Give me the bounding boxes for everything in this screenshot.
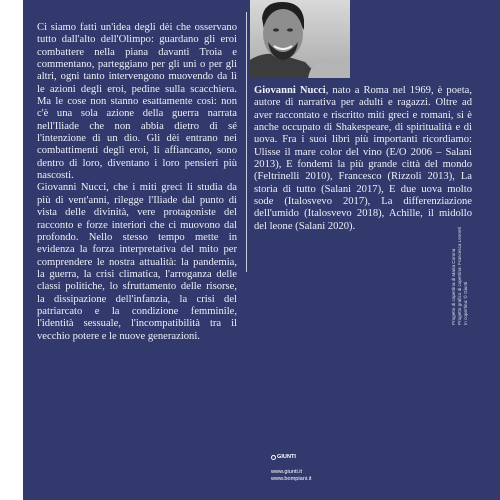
publisher-url-1[interactable]: www.giunti.it [271, 469, 303, 475]
publisher-links [271, 469, 311, 483]
author-bio [254, 85, 472, 233]
blurb-column [37, 22, 237, 343]
column-divider [246, 12, 247, 272]
publisher-logo-text: GIUNTI [277, 454, 296, 460]
credit-line-3: In copertina: © Giunti [463, 281, 468, 325]
credit-line-1: Progetto di copertina di Maria Corona [451, 248, 456, 325]
blurb-paragraph-2: Giovanni Nucci, che i miti greci li studia da più di vent'anni, rilegge l'Iliade dal punto di vista delle divinità, vere protagoniste del racconto e forze interiori che ci muovono dal profondo. Nello stesso tempo mette in evidenza la forza interpretativa del mito per comprendere le nostra attualità: la pandemia, la guerra, la crisi climatica, l'arroganza delle classi politiche, lo sfruttamento delle risorse, la dissipazione dell'infanzia, la crisi del patriarcato e la condizione femminile, l'identità sessuale, l'incompatibilità tra il vecchio potere e le nuove generazioni. [37, 182, 237, 342]
author-name: Giovanni Nucci [254, 85, 326, 96]
author-bio-text: , nato a Roma nel 1969, è poeta, autore di narrativa per adulti e ragazzi. Oltre ad aver raccontato e riscritto miti greci e romani, si è anche occupato di Shakespeare, di spiritualità e di uova. Fra i suoi libri più importanti ricordiamo: Ulisse il mare color del vino (E/O 2006 – Salani 2013), E fondemi la più grande città del mondo (Feltrinelli 2010), Francesco (Rizzoli 2013), La storia di tutto (Salani 2017), E due uova molto sode (Italosvevo 2017), La differenziazione dell'umido (Italosvevo 2018), Achille, il midollo del leone (Salani 2020). [254, 85, 472, 232]
credit-line-2: Progetto grafico di copertina: Francesca Leoneti [457, 227, 462, 325]
publisher-url-2[interactable]: www.bompiani.it [271, 476, 312, 482]
blurb-paragraph-1: Ci siamo fatti un'idea degli dèi che osservano tutto dall'alto dell'Olimpo: guardano gli eroi combattere nella piana davanti Troia e commentano, parteggiano per gli uni o per gli altri, ogni tanto intervengono muovendo da lì le azioni degli eroi, pedine sulla scacchiera. Ma le cose non stanno esattamente così: non c'è una sola azione della guerra narrata nell'Iliade che non abbia dietro di sé l'intenzione di un dio. Gli dèi entrano nei combattimenti degli eroi, li affiancano, sono dentro di loro, diventano i loro pensieri più nascosti. [37, 22, 237, 182]
giunti-logo-icon [271, 455, 276, 460]
publisher-logo [271, 454, 296, 460]
author-photo [250, 0, 350, 78]
